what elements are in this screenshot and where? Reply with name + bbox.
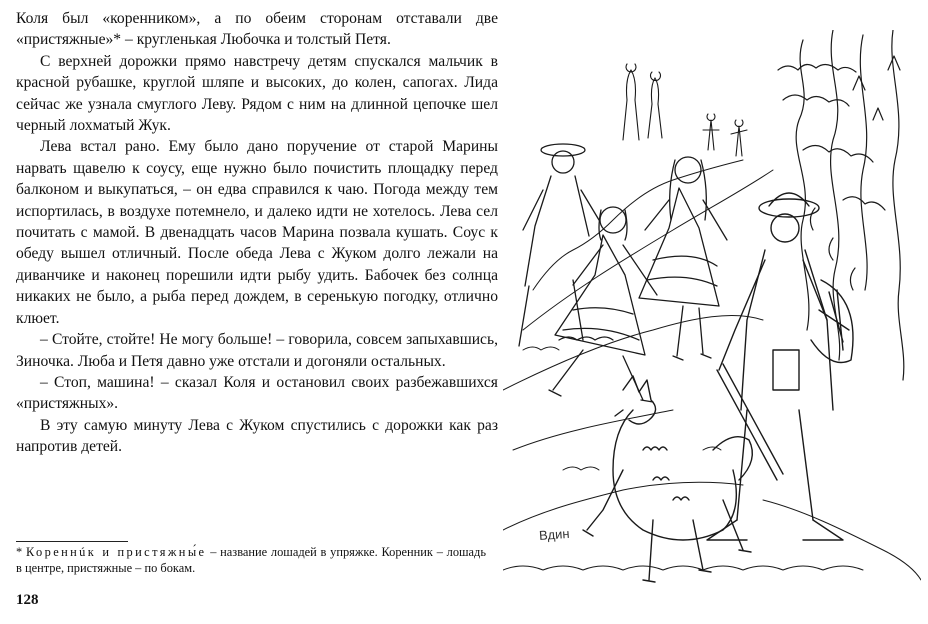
paragraph-3: Лева встал рано. Ему было дано поручение от старой Марины нарвать щавелю к соусу, еще нужно было почистить площадку перед балконом и выкупаться, – он едва справился к чаю. Погода между тем испортилась, в воздухе потемнело, и далеко идти не хотелось. Лева сел почитать с мамой. В двенадцать часов Марина позвала кушать. Соус к обеду вышел отличный. После обеда Лева с Жуком долго лежали на диванчике и наконец порешили идти рыбу удить. Бабочек без солнца никаких не было, а рыба перед дождем, в серенькую погодку, отлично клюет. xyxy=(16,138,498,327)
illustration-children-and-dog xyxy=(503,30,921,610)
paragraph-2: С верхней дорожки прямо навстречу детям спускался мальчик в красной рубашке, круглой шляпе и высоких, до колен, сапогах. Лида сейчас же узнала смуглого Леву. Рядом с ним на длинной цепочке шел черный лохматый Жук. xyxy=(16,52,498,135)
girl-white-dress xyxy=(639,157,727,360)
main-text-column xyxy=(16,8,498,458)
dog-zhuk xyxy=(583,376,752,582)
artist-signature: Вдин xyxy=(538,525,571,544)
paragraph-6: В эту самую минуту Лева с Жуком спустились с дорожки как раз напротив детей. xyxy=(16,416,498,456)
path-and-ground xyxy=(503,160,921,580)
footnote-terms: Кореннúк и пристяжны́е xyxy=(25,545,207,559)
boy-kolya xyxy=(519,144,599,346)
boy-lyova xyxy=(707,193,853,540)
distant-figures xyxy=(623,64,747,156)
footnote-divider xyxy=(16,541,128,542)
paragraph-5: – Стоп, машина! – сказал Коля и остановил своих разбежавшихся «пристяжных». xyxy=(16,373,498,413)
footnote xyxy=(16,545,486,576)
paragraph-1: Коля был «коренником», а по обеим сторонам отставали две «пристяжные»* – кругленькая Любочка и толстый Петя. xyxy=(16,10,498,49)
girl-dark-dress xyxy=(549,207,657,402)
footnote-text: – название лошадей в упряжке. Коренник – лошадь в центре, пристяжные – по бокам. xyxy=(16,545,487,575)
paragraph-4: – Стойте, стойте! Не могу больше! – говорила, совсем запыхавшись, Зиночка. Люба и Петя давно уже отстали и догоняли остальных. xyxy=(16,331,498,370)
page-number: 128 xyxy=(16,592,39,608)
footnote-marker: * xyxy=(16,545,26,559)
